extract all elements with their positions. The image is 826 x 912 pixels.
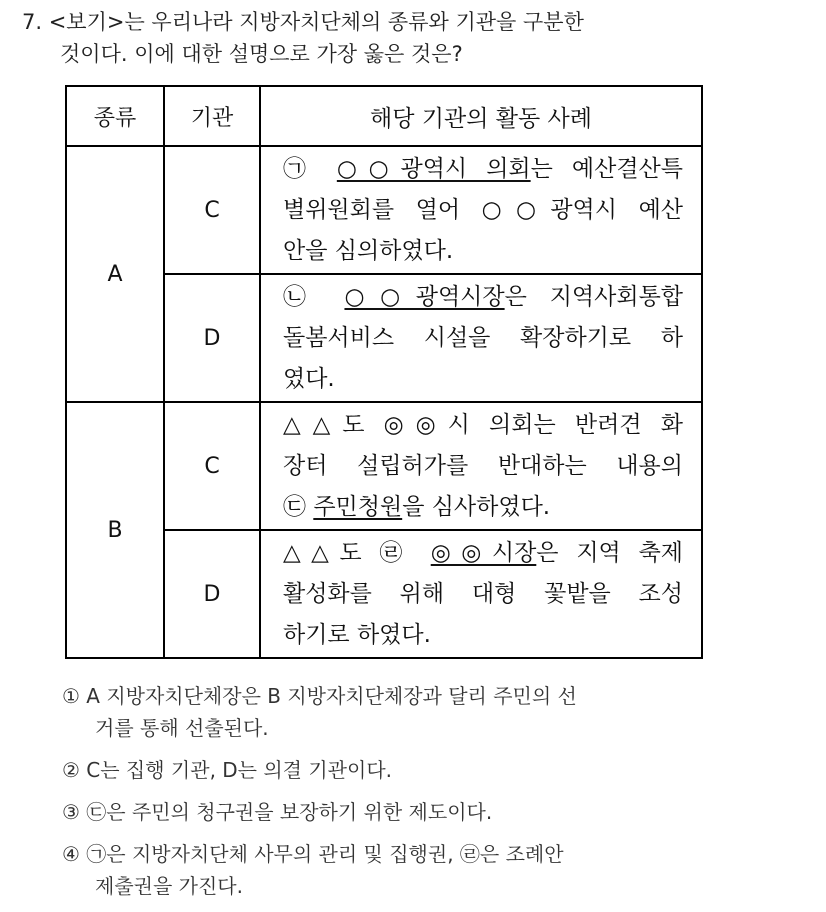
activity-text: 돌봄서비스 시설을 확장하기로 하 [283,324,683,351]
question-line-2: 것이다. 이에 대한 설명으로 가장 옳은 것은? [60,42,463,66]
question-stem [22,6,584,70]
underlined-term: ○○광역시 의회 [336,155,531,182]
activity-text: 하기로 하였다. [283,621,431,648]
option-text: ② C는 집행 기관, D는 의결 기관이다. [62,758,392,782]
option-2[interactable] [62,754,577,786]
underlined-term: ○○광역시장 [344,283,505,310]
activity-text: △△도 ◎◎시 의회는 반려견 화 [283,411,683,438]
header-activity: 해당 기관의 활동 사례 [260,86,702,146]
activity-line [283,487,683,528]
activity-line [283,405,683,446]
activity-line [283,574,683,615]
activity-line [283,318,683,359]
organ-cell: D [164,530,260,658]
example-table [65,85,703,659]
activity-line [283,615,683,656]
organ-cell: C [164,402,260,530]
activity-text: 안을 심의하였다. [283,237,454,264]
underlined-term: ◎◎시장 [430,539,537,566]
activity-line [283,359,683,400]
activity-text: ㉡ [283,283,345,310]
activity-line [283,190,683,231]
activity-text: 였다. [283,365,335,392]
activity-line [283,533,683,574]
option-text: ④ ㉠은 지방자치단체 사무의 관리 및 집행권, ㉣은 조례안 [62,842,564,866]
activity-text: 별위원회를 열어 ○○광역시 예산 [283,196,683,223]
question-line-1: 7. <보기>는 우리나라 지방자치단체의 종류와 기관을 구분한 [22,10,584,34]
organ-cell: C [164,146,260,274]
option-text: ③ ㉢은 주민의 청구권을 보장하기 위한 제도이다. [62,800,493,824]
activity-text: 을 심사하였다. [402,493,551,520]
activity-text: ㉢ [283,493,314,520]
type-cell: B [66,402,164,658]
activity-cell [260,146,702,274]
option-1[interactable] [62,680,577,744]
activity-text: 는 예산결산특 [530,155,683,182]
header-type: 종류 [66,86,164,146]
activity-text: 은 지역사회통합 [504,283,684,310]
activity-cell [260,530,702,658]
activity-line [283,277,683,318]
activity-text: 은 지역 축제 [536,539,684,566]
underlined-term: 주민청원 [313,493,403,520]
activity-text: 활성화를 위해 대형 꽃밭을 조성 [283,580,683,607]
header-organ: 기관 [164,86,260,146]
activity-text: ㉠ [283,155,337,182]
option-text: ① A 지방자치단체장은 B 지방자치단체장과 달리 주민의 선 [62,684,577,708]
table-row [66,402,702,530]
activity-line [283,149,683,190]
type-cell: A [66,146,164,402]
activity-cell [260,274,702,402]
activity-line [283,446,683,487]
organ-cell: D [164,274,260,402]
option-text-cont: 제출권을 가진다. [95,874,243,898]
option-text-cont: 거를 통해 선출된다. [95,716,269,740]
option-4[interactable] [62,838,577,902]
activity-cell [260,402,702,530]
activity-text: △△도 ㉣ [283,539,431,566]
answer-options [62,680,577,912]
table-header-row [66,86,702,146]
table-row [66,146,702,274]
option-3[interactable] [62,796,577,828]
activity-line [283,231,683,272]
activity-text: 장터 설립허가를 반대하는 내용의 [283,452,683,479]
